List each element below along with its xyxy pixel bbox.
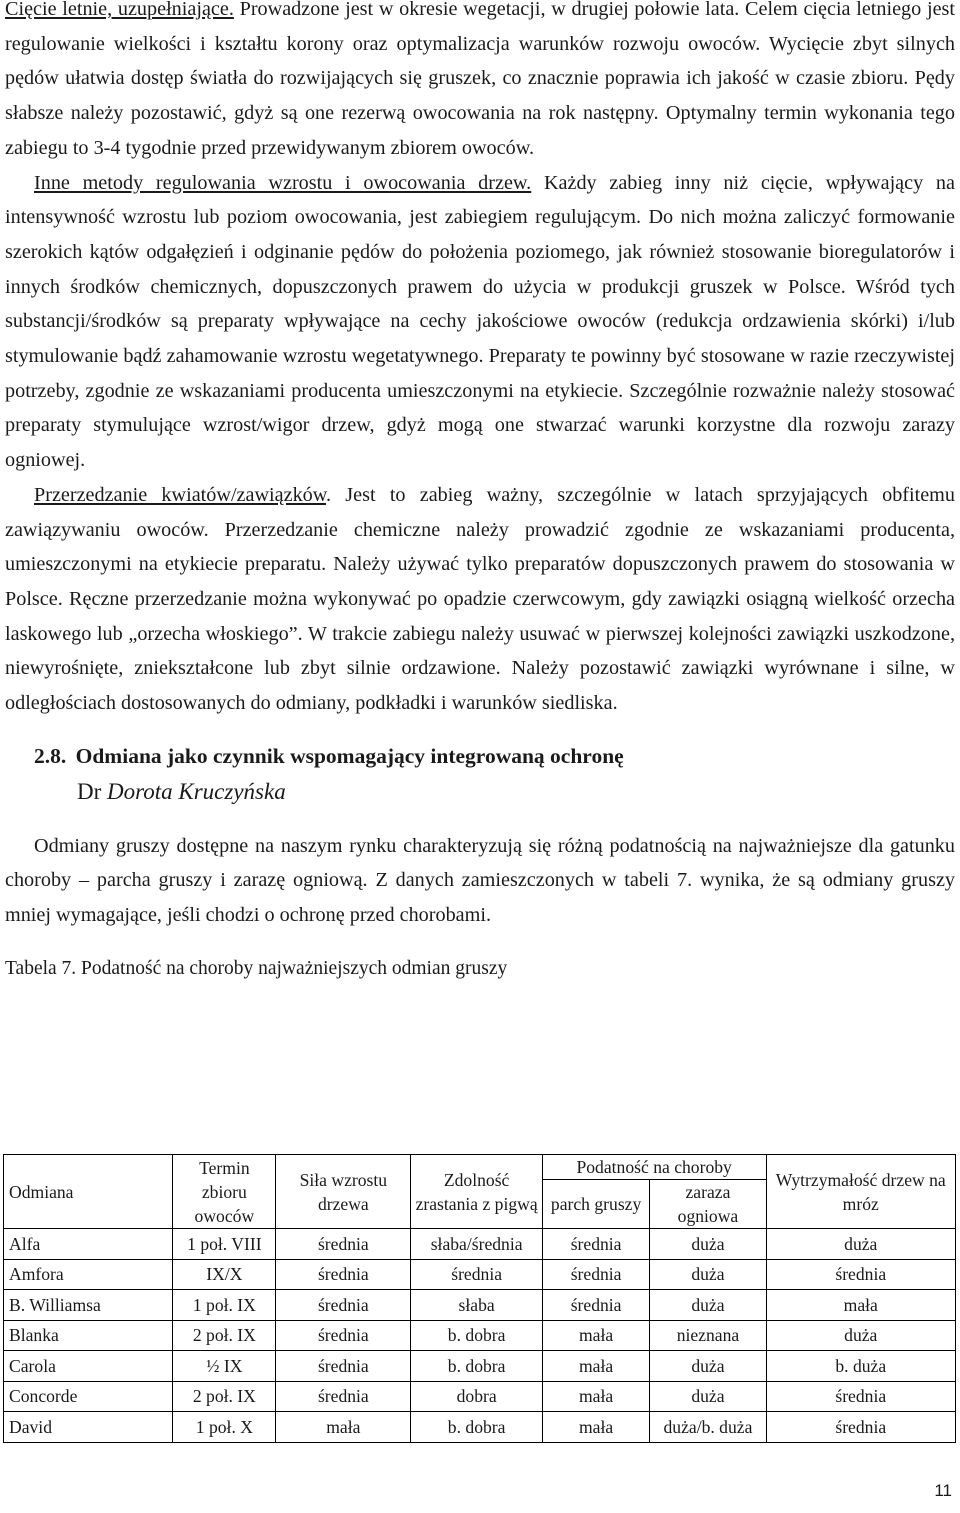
table-cell: mała: [542, 1320, 650, 1351]
table-row: [4, 1259, 956, 1290]
table-cell: średnia: [766, 1381, 955, 1412]
table-cell: duża: [650, 1381, 766, 1412]
table-cell: dobra: [411, 1381, 542, 1412]
table-cell: 2 poł. IX: [173, 1381, 276, 1412]
table-cell: b. dobra: [411, 1351, 542, 1382]
table-cell: średnia: [276, 1290, 411, 1321]
section-number: 2.8.: [34, 743, 67, 768]
table-row: [4, 1320, 956, 1351]
table-cell: IX/X: [173, 1259, 276, 1290]
table-cell: średnia: [276, 1351, 411, 1382]
table-cell: duża: [650, 1290, 766, 1321]
table-cell: średnia: [766, 1412, 955, 1443]
section-heading: [5, 738, 955, 774]
table-cell: b. dobra: [411, 1320, 542, 1351]
table-cell: 1 poł. VIII: [173, 1229, 276, 1260]
table-cell: mała: [542, 1351, 650, 1382]
paragraph-growth-regulation: [5, 166, 955, 478]
section-title: Odmiana jako czynnik wspomagający integrowaną ochronę: [75, 743, 624, 768]
table-cell: mała: [542, 1381, 650, 1412]
paragraph-text: Każdy zabieg inny niż cięcie, wpływający na intensywność wzrostu lub poziom owocowania, jest zabiegiem regulującym. Do nich można zaliczyć formowanie szerokich kątów odgałęzień i odginanie pędów do położenia poziomego, jak również stosowanie bioregulatorów i innych środków chemicznych, dopuszczonych prawem do użycia w produkcji gruszek w Polsce. Wśród tych substancji/środków są preparaty wpływające na cechy jakościowe owoców (redukcja ordzawienia skórki) i/lub stymulowanie bądź zahamowanie wzrostu wegetatywnego. Preparaty te powinny być stosowane w razie rzeczywistej potrzeby, zgodnie ze wskazaniami producenta umieszczonymi na etykiecie. Szczególnie rozważnie należy stosować preparaty stymulujące wzrost/wigor drzew, gdyż mogą one stwarzać warunki korzystne dla rozwoju zarazy ogniowej.: [5, 171, 955, 472]
table-cell: b. dobra: [411, 1412, 542, 1443]
table-cell: mała: [766, 1290, 955, 1321]
paragraph-heading: Przerzedzanie kwiatów/zawiązków: [34, 483, 327, 506]
document-page: [5, 0, 955, 983]
variety-name-cell: Alfa: [4, 1229, 173, 1260]
author-name: Dorota Kruczyńska: [101, 778, 286, 804]
table-cell: b. duża: [766, 1351, 955, 1382]
paragraph-heading: Cięcie letnie, uzupełniające.: [5, 0, 234, 20]
table-cell: średnia: [276, 1259, 411, 1290]
table-caption: Tabela 7. Podatność na choroby najważniejszych odmian gruszy: [5, 957, 508, 979]
table-cell: mała: [542, 1412, 650, 1443]
table-cell: duża: [766, 1320, 955, 1351]
paragraph-thinning: [5, 478, 955, 721]
table-cell: duża/b. duża: [650, 1412, 766, 1443]
header-sila: Siła wzrostu drzewa: [276, 1155, 411, 1229]
table-cell: duża: [650, 1351, 766, 1382]
header-zaraza: zaraza ogniowa: [650, 1180, 766, 1229]
header-odmiana: Odmiana: [4, 1155, 173, 1229]
table-body: [4, 1229, 956, 1443]
table-cell: duża: [766, 1229, 955, 1260]
table-cell: ½ IX: [173, 1351, 276, 1382]
variety-name-cell: Blanka: [4, 1320, 173, 1351]
table-cell: duża: [650, 1229, 766, 1260]
variety-name-cell: B. Williamsa: [4, 1290, 173, 1321]
paragraph-text: Prowadzone jest w okresie wegetacji, w drugiej połowie lata. Celem cięcia letniego jest regulowanie wielkości i kształtu korony oraz optymalizacja warunków rozwoju owoców. Wycięcie zbyt silnych pędów ułatwia dostęp światła do rozwijających się gruszek, co znacznie poprawia ich jakość w czasie zbioru. Pędy słabsze należy pozostawić, gdyż są one rezerwą owocowania na rok następny. Optymalny termin wykonania tego zabiegu to 3-4 tygodnie przed przewidywanym zbiorem owoców.: [5, 0, 955, 159]
paragraph-varieties: [5, 829, 955, 933]
disease-susceptibility-table: [3, 1154, 956, 1443]
table-cell: słaba: [411, 1290, 542, 1321]
table-cell: nieznana: [650, 1320, 766, 1351]
table-cell: średnia: [766, 1259, 955, 1290]
header-podatnosc: Podatność na choroby: [542, 1155, 766, 1180]
table-cell: duża: [650, 1259, 766, 1290]
author-prefix: Dr: [77, 778, 102, 804]
table-cell: średnia: [276, 1229, 411, 1260]
header-parch: parch gruszy: [542, 1180, 650, 1229]
variety-name-cell: Concorde: [4, 1381, 173, 1412]
variety-name-cell: Amfora: [4, 1259, 173, 1290]
table-row: [4, 1229, 956, 1260]
paragraph-heading: Inne metody regulowania wzrostu i owocowania drzew.: [34, 171, 532, 194]
table-row: [4, 1290, 956, 1321]
table-cell: słaba/średnia: [411, 1229, 542, 1260]
table-cell: 1 poł. X: [173, 1412, 276, 1443]
table-row: [4, 1381, 956, 1412]
table-cell: średnia: [542, 1259, 650, 1290]
table-cell: 2 poł. IX: [173, 1320, 276, 1351]
table-cell: średnia: [276, 1320, 411, 1351]
table-row: [4, 1351, 956, 1382]
table-cell: średnia: [542, 1290, 650, 1321]
variety-name-cell: David: [4, 1412, 173, 1443]
variety-name-cell: Carola: [4, 1351, 173, 1382]
table-cell: średnia: [276, 1381, 411, 1412]
header-zdolnosc: Zdolność zrastania z pigwą: [411, 1155, 542, 1229]
header-termin: Termin zbioru owoców: [173, 1155, 276, 1229]
paragraph-summer-pruning: [5, 0, 955, 166]
table-cell: 1 poł. IX: [173, 1290, 276, 1321]
table-row: [4, 1412, 956, 1443]
paragraph-text: . Jest to zabieg ważny, szczególnie w latach sprzyjających obfitemu zawiązywaniu owoców. Przerzedzanie chemiczne należy prowadzić zgodnie ze wskazaniami producenta, umieszczonymi na etykiecie preparatu. Należy używać tylko preparatów dopuszczonych prawem do stosowania w Polsce. Ręczne przerzedzanie można wykonywać po opadzie czerwcowym, gdy zawiązki osiągną wielkość orzecha laskowego lub „orzecha włoskiego”. W trakcie zabiegu należy usuwać w pierwszej kolejności zawiązki uszkodzone, niewyrośnięte, zniekształcone lub zbyt silnie ordzawione. Należy pozostawić zawiązki wyrównane i silne, w odległościach dostosowanych do odmiany, podkładki i warunków siedliska.: [5, 483, 955, 715]
table-cell: średnia: [411, 1259, 542, 1290]
paragraph-text: Odmiany gruszy dostępne na naszym rynku charakteryzują się różną podatnością na najważniejsze dla gatunku choroby – parcha gruszy i zarazę ogniową. Z danych zamieszczonych w tabeli 7. wynika, że są odmiany gruszy mniej wymagające, jeśli chodzi o ochronę przed chorobami.: [5, 834, 955, 927]
table-cell: mała: [276, 1412, 411, 1443]
table-cell: średnia: [542, 1229, 650, 1260]
header-wytrzymalosc: Wytrzymałość drzew na mróz: [766, 1155, 955, 1229]
section-author: [5, 774, 955, 810]
page-number: 11: [934, 1481, 952, 1500]
